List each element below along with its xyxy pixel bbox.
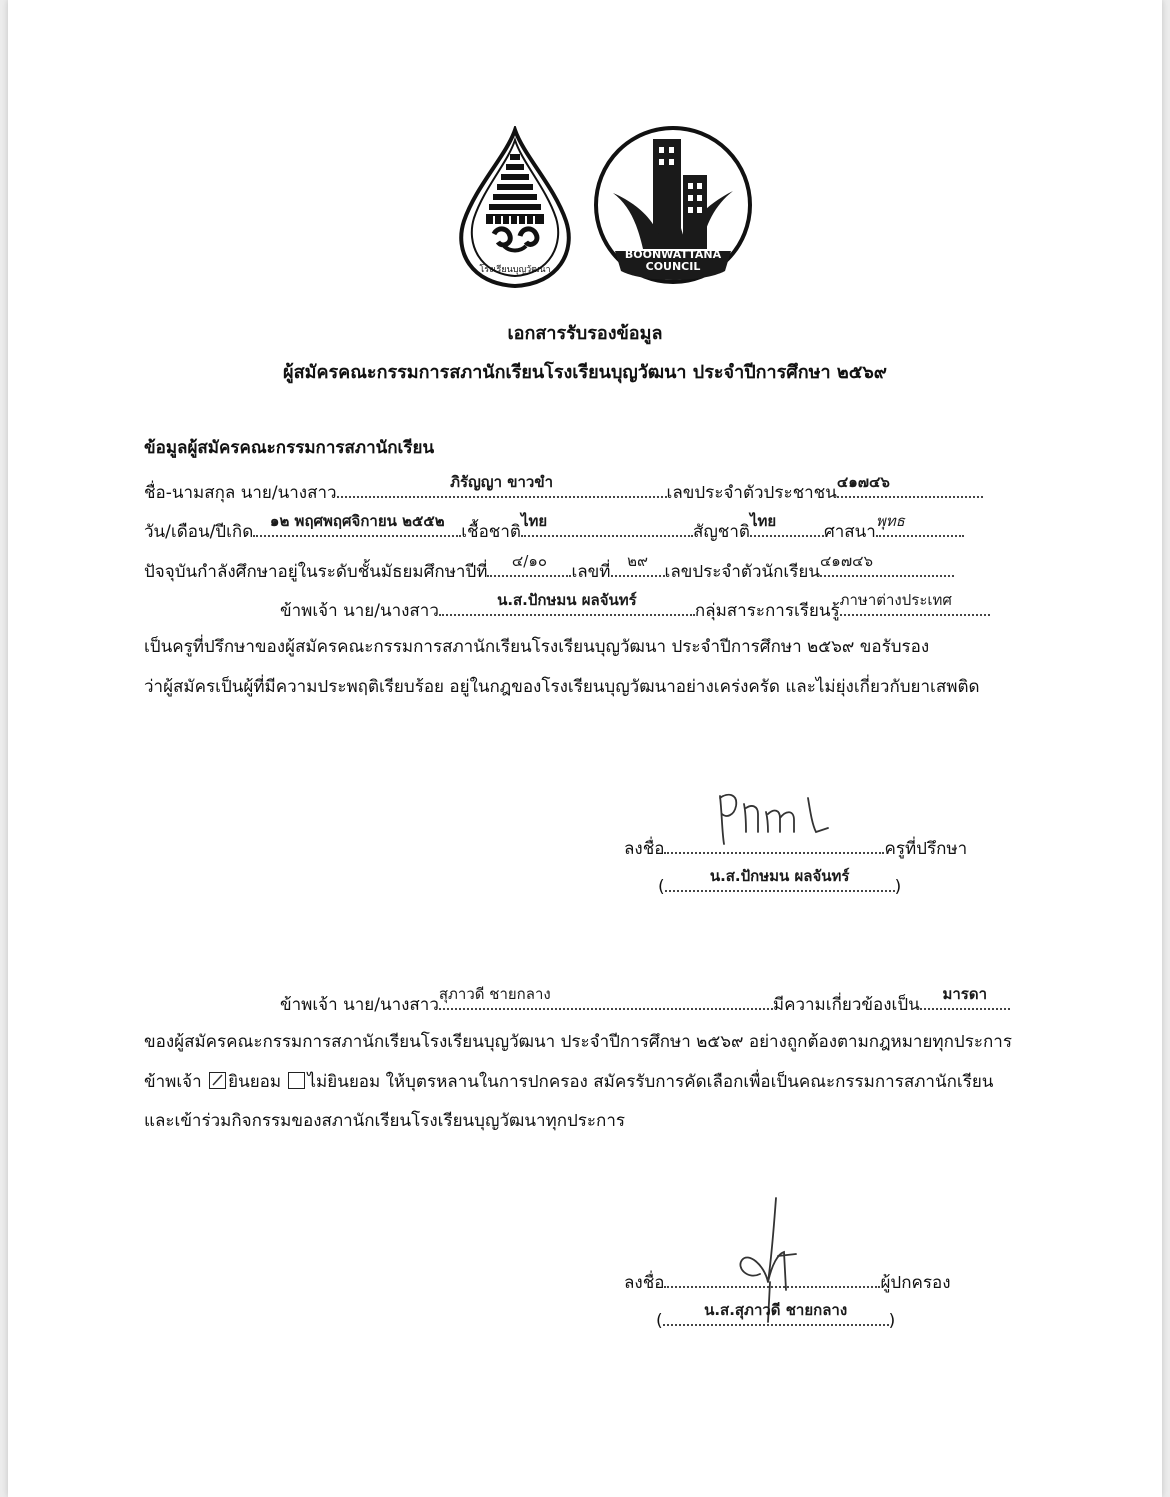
close-paren: ): [888, 1311, 896, 1331]
number-value: ๒๙: [627, 552, 648, 570]
applicant-study-row: [144, 552, 954, 583]
guardian-sign-label: ลงชื่อ: [624, 1273, 665, 1293]
consent-yes-checkbox[interactable]: [209, 1072, 226, 1089]
advisor-sign-role: ครูที่ปรึกษา: [884, 839, 968, 859]
consent-prefix: ข้าพเจ้า: [144, 1072, 202, 1092]
religion-label: ศาสนา: [823, 522, 876, 542]
school-emblem-logo: [454, 126, 576, 290]
document-subtitle: ผู้สมัครคณะกรรมการสภานักเรียนโรงเรียนบุญวัฒนา ประจำปีการศึกษา ๒๕๖๙: [283, 362, 887, 383]
race-value: ไทย: [520, 512, 548, 530]
id-field: [836, 473, 983, 498]
advisor-printed-name: น.ส.ปักษมน ผลจันทร์: [709, 867, 850, 885]
emblem-text: โรงเรียนบุญวัฒนา: [479, 265, 551, 275]
dob-label: วัน/เดือน/ปีเกิด: [144, 522, 254, 542]
guardian-printed-name: น.ส.สุภาวดี ชายกลาง: [704, 1301, 848, 1319]
consent-no-label: ไม่ยินยอม: [307, 1072, 381, 1092]
relation-field: [920, 985, 1010, 1010]
nationality-field: [749, 512, 824, 537]
guardian-consent-row: [144, 1071, 993, 1093]
guardian-paragraph-line1: ของผู้สมัครคณะกรรมการสภานักเรียนโรงเรียนบุญวัฒนา ประจำปีการศึกษา ๒๕๖๙ อย่างถูกต้องตามกฎหมายทุกประการ: [144, 1032, 1012, 1052]
guardian-intro-label: ข้าพเจ้า นาย/นางสาว: [280, 995, 439, 1015]
name-value: ภิรัญญา ขาวขำ: [450, 473, 554, 491]
grade-field: [487, 552, 571, 577]
advisor-sign-field: [664, 834, 884, 854]
guardian-sign-role: ผู้ปกครอง: [880, 1273, 951, 1293]
student-id-label: เลขประจำตัวนักเรียน: [664, 562, 820, 582]
dept-field: [839, 591, 990, 616]
grade-number: ๔/: [511, 552, 529, 570]
advisor-paragraph-line2: ว่าผู้สมัครเป็นผู้ที่มีความประพฤติเรียบร้อย อยู่ในกฎของโรงเรียนบุญวัฒนาอย่างเคร่งครัด และไม่ยุ่งเกี่ยวกับยาเสพติด: [144, 677, 980, 697]
name-label: ชื่อ-นามสกุล นาย/นางสาว: [144, 483, 337, 503]
name-field: [337, 473, 667, 498]
advisor-name-value: น.ส.ปักษมน ผลจันทร์: [497, 591, 637, 609]
close-paren: ): [894, 877, 902, 897]
guardian-sign-field: [664, 1268, 880, 1288]
dept-value: ภาษาต่างประเทศ: [839, 591, 952, 609]
guardian-sign-row: [624, 1268, 951, 1294]
consent-no-checkbox[interactable]: [288, 1072, 305, 1089]
relation-value: มารดา: [942, 985, 987, 1003]
number-label: เลขที่: [571, 562, 611, 582]
guardian-row: [280, 985, 1010, 1016]
advisor-printed-name-field: [665, 867, 895, 892]
advisor-row: [280, 591, 990, 622]
guardian-name-field: [438, 985, 773, 1010]
document-page: [8, 0, 1162, 1497]
religion-field: [875, 512, 964, 537]
nationality-label: สัญชาติ: [692, 522, 750, 542]
dob-field: [253, 512, 461, 537]
boonwattana-council-logo: [593, 125, 753, 285]
race-label: เชื้อชาติ: [461, 522, 521, 542]
council-logo-line2: COUNCIL: [645, 260, 701, 273]
consent-rest: ให้บุตรหลานในการปกครอง สมัครรับการคัดเลือกเพื่อเป็นคณะกรรมการสภานักเรียน: [385, 1072, 994, 1092]
guardian-paragraph-line3: และเข้าร่วมกิจกรรมของสภานักเรียนโรงเรียนบุญวัฒนาทุกประการ: [144, 1111, 626, 1131]
advisor-paragraph-line1: เป็นครูที่ปรึกษาของผู้สมัครคณะกรรมการสภานักเรียนโรงเรียนบุญวัฒนา ประจำปีการศึกษา ๒๕๖๙ ขอรับรอง: [144, 637, 930, 657]
council-logo-line1: BOONWATTANA: [624, 248, 722, 261]
religion-value: พุทธ: [875, 512, 905, 530]
study-label: ปัจจุบันกำลังศึกษาอยู่ในระดับชั้นมัธยมศึกษาปีที่: [144, 562, 488, 582]
dept-label: กลุ่มสาระการเรียนรู้: [694, 601, 840, 621]
grade-value: [487, 550, 571, 572]
advisor-intro-label: ข้าพเจ้า นาย/นางสาว: [280, 601, 439, 621]
student-id-field: [819, 552, 954, 577]
nationality-value: ไทย: [749, 512, 777, 530]
relation-label: มีความเกี่ยวข้องเป็น: [772, 995, 920, 1015]
advisor-sign-row: [624, 834, 967, 860]
number-field: [611, 552, 665, 577]
guardian-printed-name-field: [663, 1301, 889, 1326]
consent-yes-label: ยินยอม: [228, 1072, 282, 1092]
open-paren: (: [656, 1311, 663, 1331]
section-heading: ข้อมูลผู้สมัครคณะกรรมการสภานักเรียน: [144, 438, 435, 458]
id-label: เลขประจำตัวประชาชน: [666, 483, 837, 503]
guardian-printed-name-row: [656, 1301, 896, 1332]
room-number: ๑๐: [528, 552, 547, 570]
check-mark-icon: [210, 1073, 225, 1088]
student-id-value: ๔๑๗๔๖: [819, 552, 873, 570]
open-paren: (: [658, 877, 665, 897]
applicant-name-row: [144, 473, 983, 504]
advisor-name-field: [439, 591, 695, 616]
document-title: เอกสารรับรองข้อมูล: [507, 323, 663, 344]
applicant-birth-row: [144, 512, 964, 543]
dob-value: ๑๒ พฤศพฤศจิกายน ๒๕๕๒: [269, 512, 445, 530]
guardian-name-value: สุภาวดี ชายกลาง: [438, 985, 551, 1003]
advisor-printed-name-row: [658, 867, 902, 898]
id-value: ๔๑๗๔๖: [836, 473, 890, 491]
advisor-sign-label: ลงชื่อ: [624, 839, 665, 859]
race-field: [520, 512, 693, 537]
